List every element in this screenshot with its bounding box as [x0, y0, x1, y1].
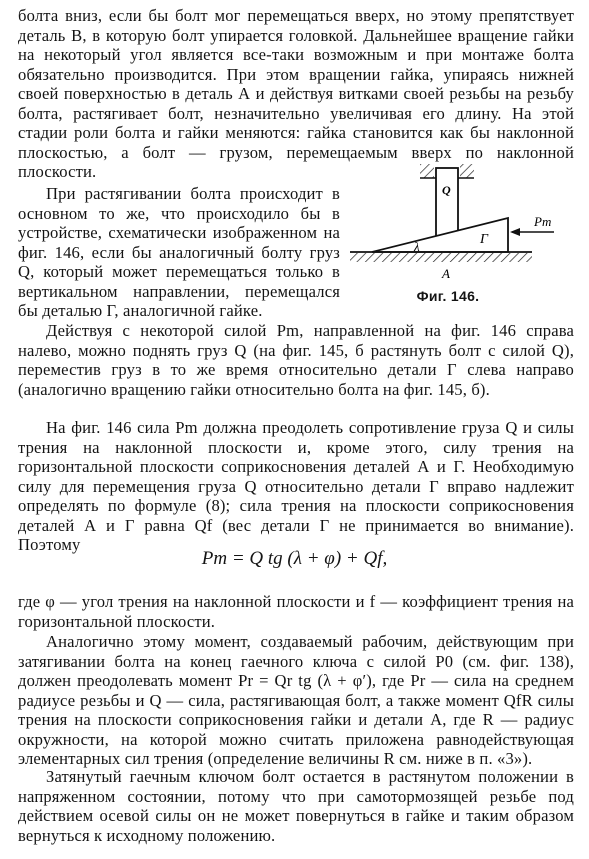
- force-arrow-head: [510, 228, 520, 236]
- paragraph-3: Действуя с некоторой силой Pm, направленной на фиг. 146 справа налево, можно поднять груз Q (на фиг. 145, б растянуть болт с силой Q), переместив груз в то же время относительно детали Г слева направо (аналогично вращению гайки относительно болта на фиг. 145, б).: [18, 321, 574, 399]
- label-a: А: [442, 266, 450, 281]
- label-pm: Pm: [534, 214, 552, 229]
- label-q: Q: [442, 183, 451, 197]
- paragraph-7: Затянутый гаечным ключом болт остается в растянутом положении в напряженном состоянии, потому что при самотормозящей резьбе под действием осевой силы он не может повернуться в гайке и таким образом вернуться к исходному положению.: [18, 767, 574, 845]
- top-guide-right-hatch: [460, 164, 474, 178]
- paragraph-6: Аналогично этому момент, создаваемый рабочим, действующим при затягивании болта на конец гаечного ключа с силой P0 (см. фиг. 138), должен преодолевать момент Pr = Qr tg (λ + φ′), где Pr — сила на среднем радиусе резьбы и Q — сила, растягивающая болт, а также момент QfR силы трения на плоскости соприкосновения гайки и детали А, где R — радиус окружности, на которой можно считать приложена равнодействующая элементарных сил трения (определение величины R см. ниже в п. «3»).: [18, 632, 574, 768]
- paragraph-4: На фиг. 146 сила Pm должна преодолеть сопротивление груза Q и силы трения на наклонной плоскости и, кроме этого, силу трения на горизонтальной плоскости соприкосновения деталей А и Г. Необходимую силу для перемещения груза Q относительно детали Г вправо надлежит определять по формуле (8); сила трения на плоскости соприкосновения деталей А и Г равна Qf (вес детали Г не принимается во внимание). Поэтому: [18, 418, 574, 554]
- formula: Pm = Q tg (λ + φ) + Qf,: [201, 548, 388, 569]
- paragraph-1: болта вниз, если бы болт мог перемещаться вверх, но этому препятствует деталь В, в которую болт упирается головкой. Дальнейшее вращение гайки на некоторый угол является все-таки возможным и при монтаже болта обязательно производится. При этом вращении гайка, упираясь нижней своей поверхностью в деталь А и действуя витками своей резьбы на резьбу болта, растягивает болт, незначительно увеличивая его длину. На этой стадии роли болта и гайки меняются: гайка становится как бы наклонной плоскостью, а болт — грузом, перемещаемым вверх по наклонной плоскости.: [18, 6, 574, 181]
- paragraph-5: где φ — угол трения на наклонной плоскости и f — коэффициент трения на горизонтальной плоскости.: [18, 592, 574, 631]
- figure-caption: Фиг. 146.: [416, 288, 480, 304]
- top-guide-left-hatch: [420, 164, 434, 178]
- ground-hatch: [350, 253, 532, 262]
- label-lambda: λ: [414, 239, 420, 254]
- paragraph-2: При растягивании болта происходит в основном то же, что происходило бы в устройстве, схематически изображенном на фиг. 146, если бы аналогичный болту груз Q, который может перемещаться только в вертикальном направлении, перемещался бы деталью Г, аналогичной гайке.: [18, 184, 340, 320]
- label-g: Г: [480, 232, 488, 247]
- inclined-plane-diagram: [348, 160, 584, 285]
- load-q-block: [436, 168, 458, 238]
- figure-146: [348, 160, 584, 330]
